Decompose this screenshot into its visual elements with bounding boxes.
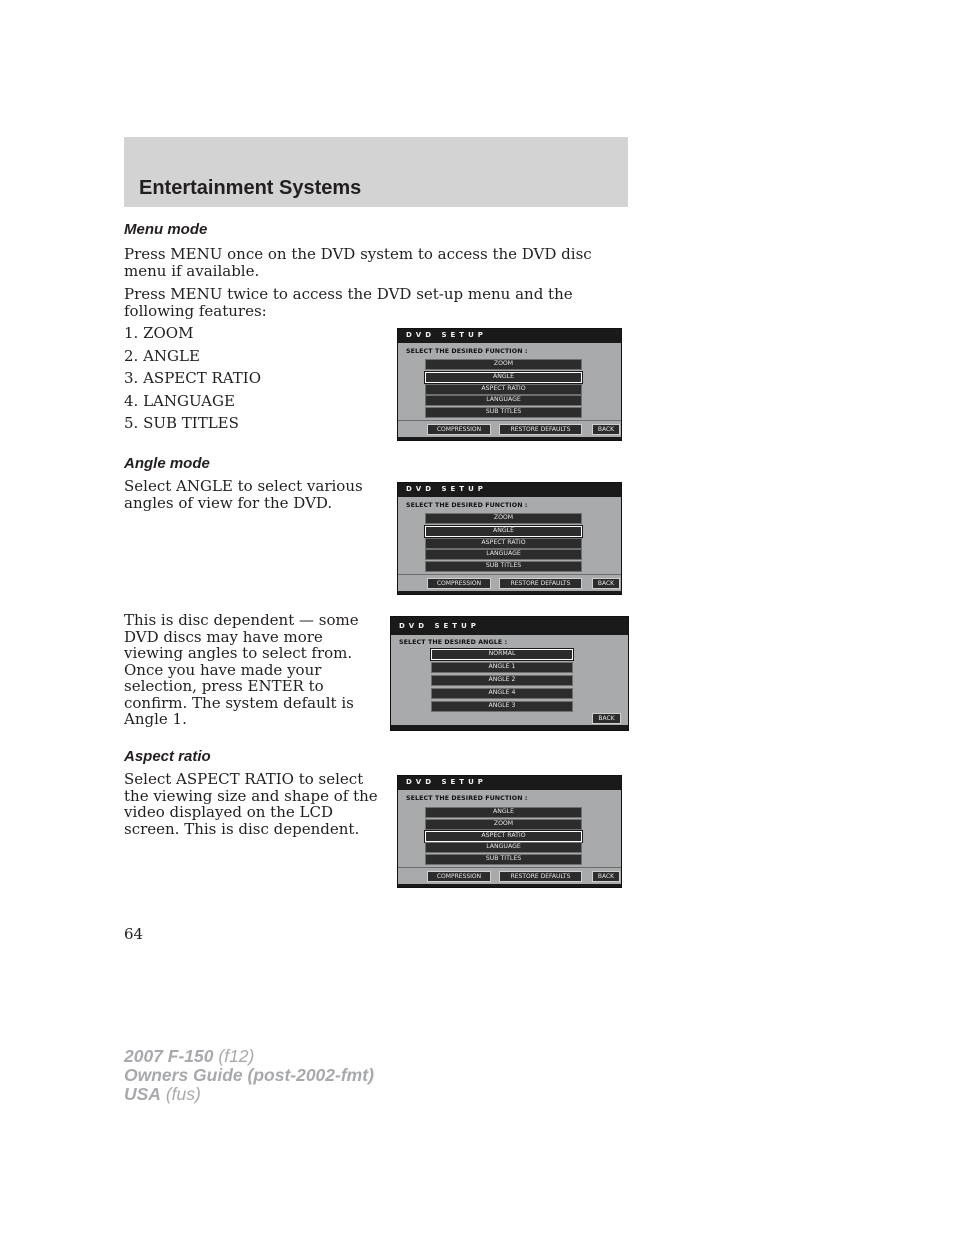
menu-option-zoom[interactable]: ZOOM xyxy=(425,359,582,370)
dvd-angle-screen xyxy=(390,616,629,731)
feature-list-item: 2. ANGLE xyxy=(124,347,200,365)
page-number: 64 xyxy=(124,925,144,943)
feature-list-item: 5. SUB TITLES xyxy=(124,414,239,432)
menu-mode-para1: Press MENU once on the DVD system to access the DVD disc menu if available. xyxy=(124,245,592,280)
angle-option-4[interactable]: ANGLE 4 xyxy=(431,688,573,699)
footer-line-3 xyxy=(124,1085,374,1104)
back-button[interactable]: BACK xyxy=(592,713,621,724)
angle-mode-para1: Select ANGLE to select various angles of view for the DVD. xyxy=(124,477,363,512)
screen-divider xyxy=(398,574,621,575)
screen-title-bar xyxy=(391,617,628,635)
menu-option-aspect-ratio[interactable]: ASPECT RATIO xyxy=(425,538,582,549)
dvd-setup-screen xyxy=(397,482,622,595)
screen-bottom-bar xyxy=(391,725,628,730)
screen-prompt: SELECT THE DESIRED ANGLE : xyxy=(399,639,508,646)
compression-button[interactable]: COMPRESSION xyxy=(427,578,491,589)
section-title: Entertainment Systems xyxy=(139,177,362,199)
restore-defaults-button[interactable]: RESTORE DEFAULTS xyxy=(499,871,582,882)
menu-option-aspect-ratio[interactable]: ASPECT RATIO xyxy=(425,831,582,842)
menu-option-sub-titles[interactable]: SUB TITLES xyxy=(425,854,582,865)
menu-option-language[interactable]: LANGUAGE xyxy=(425,549,582,560)
menu-option-angle[interactable]: ANGLE xyxy=(425,807,582,818)
menu-option-sub-titles[interactable]: SUB TITLES xyxy=(425,561,582,572)
menu-option-zoom[interactable]: ZOOM xyxy=(425,819,582,830)
footer-model: 2007 F-150 xyxy=(124,1046,214,1066)
footer-line-1 xyxy=(124,1047,374,1066)
footer-guide: Owners Guide (post-2002-fmt) xyxy=(124,1065,374,1085)
screen-title-bar xyxy=(398,329,621,343)
screen-prompt: SELECT THE DESIRED FUNCTION : xyxy=(406,502,528,509)
menu-mode-heading: Menu mode xyxy=(124,221,208,238)
screen-title-bar xyxy=(398,483,621,497)
screen-prompt: SELECT THE DESIRED FUNCTION : xyxy=(406,795,528,802)
menu-option-angle[interactable]: ANGLE xyxy=(425,526,582,537)
menu-option-language[interactable]: LANGUAGE xyxy=(425,395,582,406)
angle-mode-heading: Angle mode xyxy=(124,455,210,472)
restore-defaults-button[interactable]: RESTORE DEFAULTS xyxy=(499,578,582,589)
footer-line-2 xyxy=(124,1066,374,1085)
screen-title: DVD SETUP xyxy=(406,778,487,786)
screen-divider xyxy=(398,867,621,868)
angle-option-3[interactable]: ANGLE 3 xyxy=(431,701,573,712)
menu-option-sub-titles[interactable]: SUB TITLES xyxy=(425,407,582,418)
screen-title: DVD SETUP xyxy=(406,485,487,493)
screen-prompt: SELECT THE DESIRED FUNCTION : xyxy=(406,348,528,355)
screen-title: DVD SETUP xyxy=(406,331,487,339)
screen-divider xyxy=(398,420,621,421)
angle-mode-para2: This is disc dependent — some DVD discs may have more viewing angles to select from. Once you have made your selection, press ENTER to confirm. The system default is Angle 1. xyxy=(124,611,359,728)
screen-title: DVD SETUP xyxy=(399,622,480,630)
compression-button[interactable]: COMPRESSION xyxy=(427,424,491,435)
angle-option-2[interactable]: ANGLE 2 xyxy=(431,675,573,686)
footer-market-code: (fus) xyxy=(160,1084,201,1104)
back-button[interactable]: BACK xyxy=(592,424,620,435)
compression-button[interactable]: COMPRESSION xyxy=(427,871,491,882)
angle-option-1[interactable]: ANGLE 1 xyxy=(431,662,573,673)
screen-bottom-bar xyxy=(398,591,621,594)
feature-list-item: 4. LANGUAGE xyxy=(124,392,235,410)
back-button[interactable]: BACK xyxy=(592,871,620,882)
footer-model-code: (f12) xyxy=(213,1046,255,1066)
feature-list-item: 1. ZOOM xyxy=(124,324,194,342)
restore-defaults-button[interactable]: RESTORE DEFAULTS xyxy=(499,424,582,435)
screen-title-bar xyxy=(398,776,621,790)
menu-option-aspect-ratio[interactable]: ASPECT RATIO xyxy=(425,384,582,395)
screen-bottom-bar xyxy=(398,437,621,440)
menu-option-language[interactable]: LANGUAGE xyxy=(425,842,582,853)
dvd-setup-screen xyxy=(397,775,622,888)
aspect-ratio-para1: Select ASPECT RATIO to select the viewing size and shape of the video displayed on the LCD screen. This is disc dependent. xyxy=(124,770,378,838)
footer xyxy=(124,1047,374,1104)
screen-bottom-bar xyxy=(398,884,621,887)
footer-market: USA xyxy=(124,1084,161,1104)
angle-option-normal[interactable]: NORMAL xyxy=(431,649,573,660)
menu-option-zoom[interactable]: ZOOM xyxy=(425,513,582,524)
feature-list-item: 3. ASPECT RATIO xyxy=(124,369,262,387)
menu-mode-para2: Press MENU twice to access the DVD set-up menu and the following features: xyxy=(124,285,573,320)
dvd-setup-screen xyxy=(397,328,622,441)
aspect-ratio-heading: Aspect ratio xyxy=(124,748,211,765)
menu-option-angle[interactable]: ANGLE xyxy=(425,372,582,383)
back-button[interactable]: BACK xyxy=(592,578,620,589)
